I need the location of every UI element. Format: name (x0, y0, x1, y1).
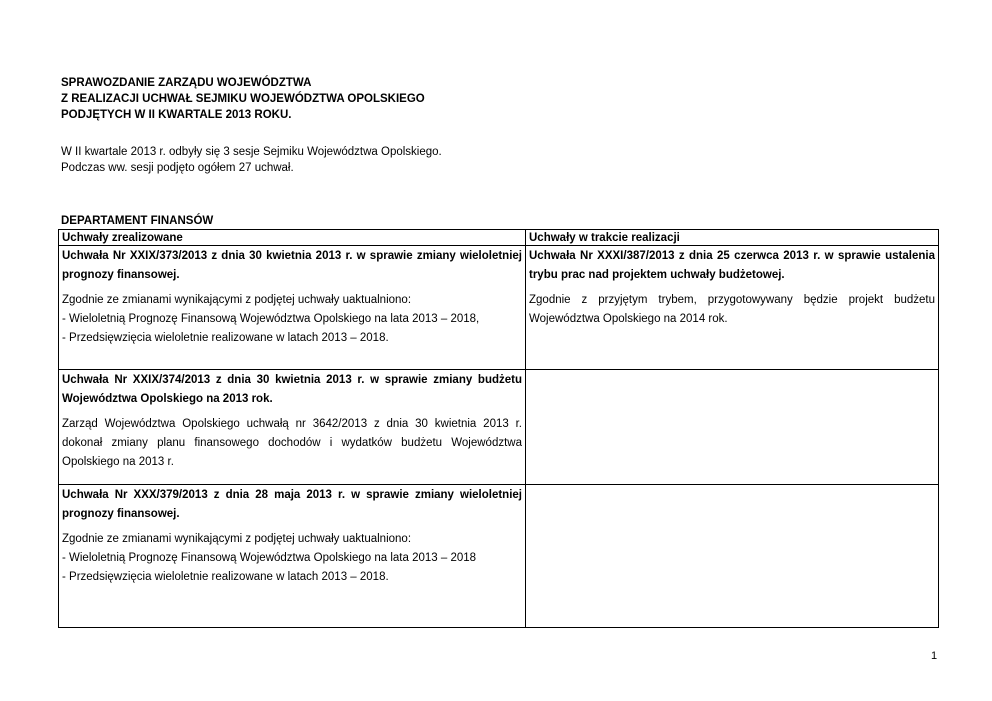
title-line-1: SPRAWOZDANIE ZARZĄDU WOJEWÓDZTWA (61, 77, 312, 89)
department-heading: DEPARTAMENT FINANSÓW (61, 215, 214, 227)
resolution-title: Uchwała Nr XXIX/374/2013 z dnia 30 kwietnia 2013 r. w sprawie zmiany budżetu Województwa Opolskiego na 2013 rok. (62, 374, 522, 405)
table-header-row (59, 230, 939, 246)
resolution-list-item: - Wieloletnią Prognozę Finansową Województwa Opolskiego na lata 2013 – 2018 (62, 552, 477, 564)
resolution-title: Uchwała Nr XXX/379/2013 z dnia 28 maja 2013 r. w sprawie zmiany wieloletniej prognozy finansowej. (62, 489, 522, 520)
table-row (59, 370, 939, 485)
intro-line-2: Podczas ww. sesji podjęto ogółem 27 uchwał. (61, 162, 294, 174)
resolution-text: Zgodnie ze zmianami wynikającymi z podjętej uchwały uaktualniono: (62, 294, 412, 306)
page-number: 1 (931, 650, 938, 662)
cell-in-progress-empty (526, 485, 939, 628)
cell-in-progress-empty (526, 370, 939, 485)
cell-done (59, 370, 526, 485)
resolution-list-item: - Przedsięwzięcia wieloletnie realizowane w latach 2013 – 2018. (62, 332, 389, 344)
header-done: Uchwały zrealizowane (59, 230, 526, 246)
cell-done (59, 485, 526, 628)
cell-in-progress (526, 246, 939, 370)
title-line-2: Z REALIZACJI UCHWAŁ SEJMIKU WOJEWÓDZTWA OPOLSKIEGO (61, 93, 425, 105)
title-line-3: PODJĘTYCH W II KWARTALE 2013 ROKU. (61, 109, 292, 121)
resolution-text: Zgodnie z przyjętym trybem, przygotowywany będzie projekt budżetu Województwa Opolskiego na 2014 rok. (529, 294, 935, 325)
table-row (59, 485, 939, 628)
resolution-list-item: - Wieloletnią Prognozę Finansową Województwa Opolskiego na lata 2013 – 2018, (62, 313, 480, 325)
cell-done (59, 246, 526, 370)
resolutions-table (58, 229, 939, 628)
resolution-text: Zarząd Województwa Opolskiego uchwałą nr 3642/2013 z dnia 30 kwietnia 2013 r. dokonał zmiany planu finansowego dochodów i wydatków budżetu Województwa Opolskiego na 2013 r. (62, 418, 522, 468)
resolution-text: Zgodnie ze zmianami wynikającymi z podjętej uchwały uaktualniono: (62, 533, 412, 545)
report-title (61, 75, 425, 123)
resolution-list-item: - Przedsięwzięcia wieloletnie realizowane w latach 2013 – 2018. (62, 571, 389, 583)
table-row (59, 246, 939, 370)
header-in-progress: Uchwały w trakcie realizacji (526, 230, 939, 246)
intro-paragraph (61, 144, 442, 176)
resolution-title: Uchwała Nr XXIX/373/2013 z dnia 30 kwietnia 2013 r. w sprawie zmiany wieloletniej prognozy finansowej. (62, 250, 522, 281)
resolution-title: Uchwała Nr XXXI/387/2013 z dnia 25 czerwca 2013 r. w sprawie ustalenia trybu prac nad projektem uchwały budżetowej. (529, 250, 935, 281)
intro-line-1: W II kwartale 2013 r. odbyły się 3 sesje Sejmiku Województwa Opolskiego. (61, 146, 442, 158)
